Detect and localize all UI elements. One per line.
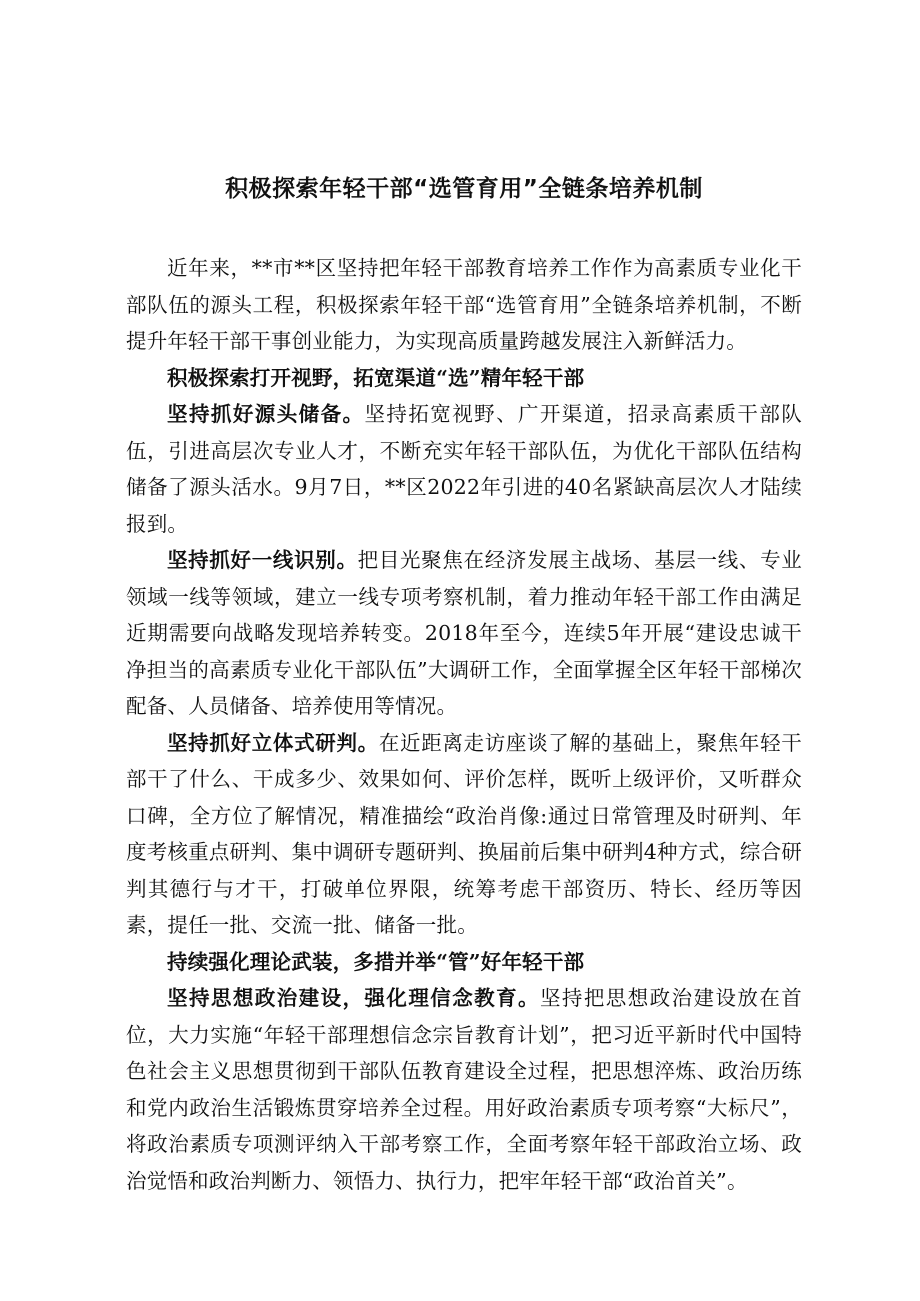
paragraph-text: 坚持拓宽视野、广开渠道，招录高素质干部队伍，引进高层次专业人才，不断充实年轻干部队伍，为优化干部队伍结构储备了源头活水。9月7日，**区2022年引进的40名紧缺高层次人才陆续报到。 (126, 402, 802, 536)
section-1-heading: 积极探索打开视野，拓宽渠道“选”精年轻干部 (167, 365, 585, 390)
document-body (126, 172, 802, 1199)
paragraph-text: 坚持把思想政治建设放在首位，大力实施“年轻干部理想信念宗旨教育计划”，把习近平新时代中国特色社会主义思想贯彻到干部队伍教育建设全过程，把思想淬炼、政治历练和党内政治生活锻炼贯穿培养全过程。用好政治素质专项考察“大标尺”，将政治素质专项测评纳入干部考察工作，全面考察年轻干部政治立场、政治觉悟和政治判断力、领悟力、执行力，把牢年轻干部“政治首关”。 (126, 986, 802, 1193)
intro-paragraph: 近年来，**市**区坚持把年轻干部教育培养工作作为高素质专业化干部队伍的源头工程，积极探索年轻干部“选管育用”全链条培养机制，不断提升年轻干部干事创业能力，为实现高质量跨越发展注入新鲜活力。 (126, 256, 802, 353)
section-2-heading: 持续强化理论武装，多措并举“管”好年轻干部 (167, 949, 585, 974)
section-1-paragraph-1 (126, 396, 802, 542)
paragraph-text: 在近距离走访座谈了解的基础上，聚焦年轻干部干了什么、干成多少、效果如何、评价怎样，既听上级评价，又听群众口碑，全方位了解情况，精准描绘“政治肖像:通过日常管理及时研判、年度考核重点研判、集中调研专题研判、换届前后集中研判4种方式，综合研判其德行与才干，打破单位界限，统筹考虑干部资历、特长、经历等因素，提任一批、交流一批、储备一批。 (126, 730, 802, 937)
paragraph-lead: 坚持抓好一线识别。 (167, 548, 358, 572)
paragraph-lead: 坚持抓好立体式研判。 (167, 730, 379, 755)
section-1-paragraph-2 (126, 542, 802, 725)
paragraph-lead: 坚持抓好源头储备。 (167, 402, 365, 426)
section-2-paragraph-1 (126, 980, 802, 1199)
paragraph-text: 把目光聚焦在经济发展主战场、基层一线、专业领域一线等领域，建立一线专项考察机制，着力推动年轻干部工作由满足近期需要向战略发现培养转变。2018年至今，连续5年开展“建设忠诚干净担当的高素质专业化干部队伍”大调研工作，全面掌握全区年轻干部梯次配备、人员储备、培养使用等情况。 (126, 548, 802, 718)
document-title: 积极探索年轻干部“选管育用”全链条培养机制 (225, 176, 703, 202)
section-1-paragraph-3 (126, 725, 802, 944)
paragraph-lead: 坚持思想政治建设，强化理信念教育。 (167, 986, 540, 1010)
